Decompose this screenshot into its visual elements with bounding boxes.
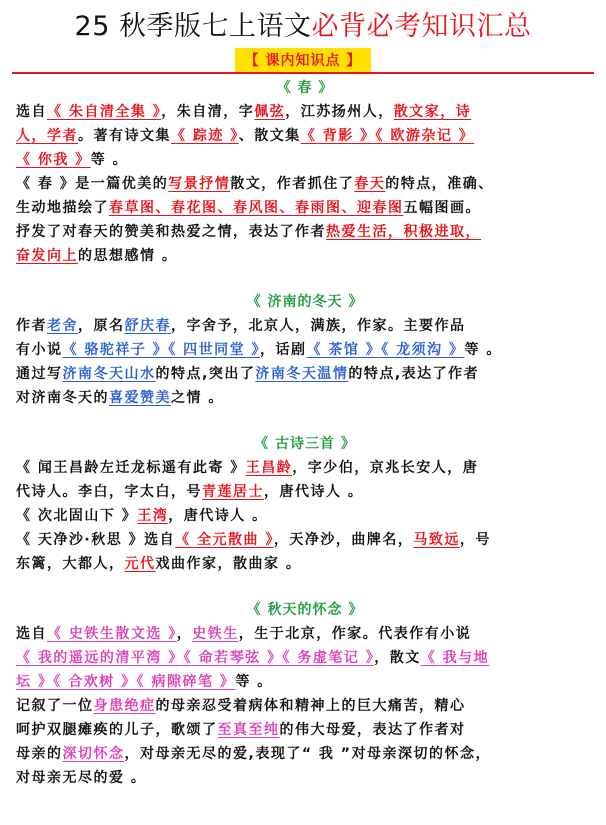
text-segment: 对济南冬天的 [16, 390, 109, 406]
highlight-term: 济南冬天山水 [62, 366, 156, 382]
text-segment: ，对母亲无尽的爱,表现了“ 我 ”对母亲深切的怀念， [124, 746, 491, 762]
text-segment: 作者 [16, 318, 47, 334]
highlight-term: 坛 》《 合欢树 》《 病隙碎笔 》 [16, 674, 236, 690]
text-segment: 的思想感情 。 [78, 248, 178, 264]
text-segment: 等 。 [464, 342, 502, 358]
text-segment: 东篱，大都人， [16, 556, 125, 572]
text-line [16, 670, 594, 694]
text-segment: 的特点，准确、 [385, 176, 494, 192]
text-line [16, 528, 594, 552]
text-segment: 选自 [16, 626, 47, 642]
highlight-term: 佩弦 [254, 104, 286, 120]
text-segment: 抒发了对春天的赞美和热爱之情，表达了作者 [16, 224, 326, 240]
section-2 [16, 290, 594, 410]
text-line [16, 766, 594, 790]
text-line [16, 622, 594, 646]
section-title: 《 春 》 [276, 80, 334, 96]
text-segment: 对母亲无尽的爱 。 [16, 770, 147, 786]
title-black: 25 秋季版七上语文 [74, 11, 312, 42]
text-segment: ，唐代诗人 。 [264, 484, 364, 500]
text-segment: 的伟大母爱，表达了作者对 [279, 722, 466, 738]
text-segment: 《 春 》是一篇优美的 [16, 176, 169, 192]
text-segment: 、散文集 [238, 128, 301, 144]
text-segment: 的特点,突出了 [155, 366, 256, 382]
text-line [16, 314, 594, 338]
section-gap [16, 268, 594, 290]
text-segment: ，唐代诗人 。 [168, 508, 268, 524]
text-line [16, 504, 594, 528]
text-line [16, 148, 594, 172]
highlight-term: 青莲居士 [202, 484, 264, 500]
section-gap [16, 410, 594, 432]
highlight-term: 奋发向上 [16, 248, 78, 264]
text-line [16, 220, 594, 244]
text-segment: ，江苏扬州人， [285, 104, 394, 120]
text-segment: ，号 [459, 532, 491, 548]
divider [12, 72, 594, 74]
highlight-term: 写景抒情 [168, 176, 231, 192]
text-segment: 《 闻王昌龄左迁龙标遥有此寄 》 [16, 460, 246, 476]
text-segment: ， [176, 626, 193, 642]
highlight-term: 《 背影 》《 欧游杂记 》 [300, 128, 475, 144]
text-line [16, 646, 594, 670]
text-segment: ，生于北京，作家。代表作有小说 [238, 626, 472, 642]
text-line [16, 196, 594, 220]
highlight-term: 人，学者 [16, 128, 78, 144]
section-3 [16, 432, 594, 576]
section-title: 《 古诗三首 》 [254, 436, 356, 452]
text-segment: ，字少伯，京兆长安人，唐 [292, 460, 479, 476]
highlight-term: 《 我与地 [420, 650, 490, 666]
text-segment: 《 次北固山下 》 [16, 508, 138, 524]
section-tag: 【 课内知识点 】 [235, 48, 372, 72]
highlight-term: 老舍 [47, 318, 78, 334]
text-segment: 生动地描绘了 [16, 200, 109, 216]
highlight-term: 至真至纯 [217, 722, 280, 738]
text-segment: 之情 。 [171, 390, 224, 406]
text-segment: 等 。 [235, 674, 273, 690]
highlight-term: 《 我的遥远的清平湾 》《 命若琴弦 》《 务虚笔记 》 [16, 650, 375, 666]
highlight-term: 热爱生活，积极进取， [326, 224, 481, 240]
highlight-term: 舒庆春 [124, 318, 171, 334]
highlight-term: 喜爱赞美 [109, 390, 171, 406]
text-segment: 《 天净沙·秋思 》选自 [16, 532, 176, 548]
highlight-term: 深切怀念 [62, 746, 125, 762]
tag-row [0, 48, 606, 72]
text-line [16, 742, 594, 766]
text-segment: 的特点,表达了作者 [348, 366, 480, 382]
content-area [16, 76, 594, 790]
text-segment: ，天净沙，曲牌名， [273, 532, 414, 548]
section-title: 《 秋天的怀念 》 [246, 602, 364, 618]
text-line [16, 456, 594, 480]
text-line [16, 694, 594, 718]
text-segment: 通过写 [16, 366, 63, 382]
text-line [16, 718, 594, 742]
highlight-term: 《 朱自清全集 》 [47, 104, 162, 120]
text-line [16, 244, 594, 268]
text-segment: 记叙了一位 [16, 698, 94, 714]
highlight-term: 散文家，诗 [393, 104, 472, 120]
text-line [16, 124, 594, 148]
text-segment: 选自 [16, 104, 47, 120]
highlight-term: 《 你我 》 [16, 152, 91, 168]
text-segment: ，散文 [374, 650, 421, 666]
section-gap [16, 576, 594, 598]
text-segment: ，原名 [78, 318, 125, 334]
section-4 [16, 598, 594, 790]
highlight-term: 春草图、春花图、春风图、春雨图、迎春图 [109, 200, 404, 216]
text-line [16, 172, 594, 196]
page-title [0, 4, 606, 43]
text-segment: 呵护双腿瘫痪的儿子，歌颂了 [16, 722, 218, 738]
highlight-term: 济南冬天温情 [255, 366, 349, 382]
highlight-term: 史铁生 [192, 626, 239, 642]
text-line [16, 480, 594, 504]
highlight-term: 身患绝症 [93, 698, 156, 714]
text-segment: 的母亲忍受着病体和精神上的巨大痛苦，精心 [155, 698, 466, 714]
section-title: 《 济南的冬天 》 [246, 294, 364, 310]
text-segment: 。著有诗文集 [78, 128, 171, 144]
text-line [16, 100, 594, 124]
highlight-term: 王湾 [137, 508, 169, 524]
text-line [16, 386, 594, 410]
text-segment: ，话剧 [260, 342, 307, 358]
text-segment: 代诗人。李白，字太白，号 [16, 484, 202, 500]
highlight-term: 马致远 [413, 532, 460, 548]
highlight-term: 《 茶馆 》《 龙须沟 》 [306, 342, 465, 358]
highlight-term: 《 骆驼祥子 》《 四世同堂 》 [62, 342, 260, 358]
text-segment: 等 。 [90, 152, 129, 168]
text-segment: 有小说 [16, 342, 63, 358]
highlight-term: 春天 [354, 176, 386, 192]
text-line [16, 338, 594, 362]
text-segment: 母亲的 [16, 746, 63, 762]
text-line [16, 362, 594, 386]
text-line [16, 552, 594, 576]
text-segment: 五幅图画。 [403, 200, 481, 216]
section-1 [16, 76, 594, 268]
highlight-term: 王昌龄 [245, 460, 293, 476]
highlight-term: 《 踪迹 》 [171, 128, 239, 144]
highlight-term: 《 全元散曲 》 [175, 532, 274, 548]
text-segment: ，朱自清，字 [161, 104, 255, 120]
text-segment: 戏曲作家，散曲家 。 [155, 556, 302, 572]
highlight-term: 元代 [124, 556, 156, 572]
text-segment: 散文，作者抓住了 [230, 176, 355, 192]
highlight-term: 《 史铁生散文选 》 [47, 626, 177, 642]
title-red: 必背必考知识汇总 [311, 11, 532, 42]
text-segment: ，字舍予，北京人，满族，作家。主要作品 [171, 318, 466, 334]
